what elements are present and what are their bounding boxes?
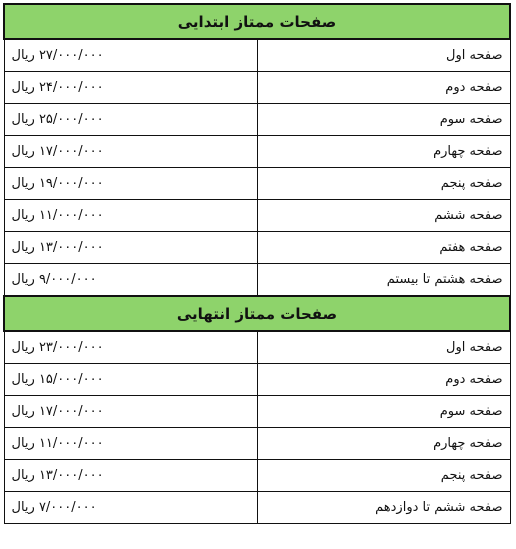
page-price	[4, 331, 257, 364]
price-value: ۲۵/۰۰۰/۰۰۰ ریال	[11, 112, 104, 127]
table-row	[4, 136, 510, 168]
page-price	[4, 428, 257, 460]
section-header-row	[4, 296, 510, 331]
price-value: ۱۷/۰۰۰/۰۰۰ ریال	[11, 404, 104, 419]
price-value: ۱۵/۰۰۰/۰۰۰ ریال	[11, 372, 104, 387]
page-label: صفحه ششم تا دوازدهم	[257, 492, 510, 524]
page-label: صفحه هشتم تا بیستم	[257, 264, 510, 297]
section-title-premium-end: صفحات ممتاز انتهایی	[4, 296, 510, 331]
page-label: صفحه اول	[257, 39, 510, 72]
page-price	[4, 460, 257, 492]
table-row	[4, 396, 510, 428]
price-value: ۲۴/۰۰۰/۰۰۰ ریال	[11, 80, 104, 95]
table-row	[4, 364, 510, 396]
price-value: ۱۱/۰۰۰/۰۰۰ ریال	[11, 208, 104, 223]
price-table-container	[3, 3, 511, 524]
page-label: صفحه چهارم	[257, 428, 510, 460]
page-price	[4, 396, 257, 428]
price-value: ۹/۰۰۰/۰۰۰ ریال	[11, 272, 97, 287]
table-row	[4, 460, 510, 492]
table-row	[4, 72, 510, 104]
table-row	[4, 200, 510, 232]
price-value: ۱۳/۰۰۰/۰۰۰ ریال	[11, 240, 104, 255]
section-header-row	[4, 4, 510, 39]
page-label: صفحه پنجم	[257, 168, 510, 200]
page-price	[4, 232, 257, 264]
page-label: صفحه دوم	[257, 72, 510, 104]
premium-pages-price-table	[3, 3, 511, 524]
table-row	[4, 232, 510, 264]
table-row	[4, 264, 510, 297]
page-price	[4, 104, 257, 136]
section-title-premium-start: صفحات ممتاز ابتدایی	[4, 4, 510, 39]
price-value: ۲۷/۰۰۰/۰۰۰ ریال	[11, 48, 104, 63]
table-row	[4, 331, 510, 364]
page-label: صفحه پنجم	[257, 460, 510, 492]
price-value: ۱۱/۰۰۰/۰۰۰ ریال	[11, 436, 104, 451]
table-row	[4, 104, 510, 136]
price-value: ۱۷/۰۰۰/۰۰۰ ریال	[11, 144, 104, 159]
page-label: صفحه هفتم	[257, 232, 510, 264]
page-label: صفحه سوم	[257, 104, 510, 136]
page-price	[4, 136, 257, 168]
page-price	[4, 168, 257, 200]
page-label: صفحه سوم	[257, 396, 510, 428]
price-value: ۷/۰۰۰/۰۰۰ ریال	[11, 500, 97, 515]
page-label: صفحه ششم	[257, 200, 510, 232]
table-row	[4, 39, 510, 72]
page-price	[4, 72, 257, 104]
page-price	[4, 492, 257, 524]
table-row	[4, 428, 510, 460]
page-price	[4, 264, 257, 297]
page-label: صفحه اول	[257, 331, 510, 364]
price-value: ۱۹/۰۰۰/۰۰۰ ریال	[11, 176, 104, 191]
page-label: صفحه چهارم	[257, 136, 510, 168]
page-price	[4, 200, 257, 232]
table-row	[4, 492, 510, 524]
price-value: ۱۳/۰۰۰/۰۰۰ ریال	[11, 468, 104, 483]
table-row	[4, 168, 510, 200]
price-value: ۲۳/۰۰۰/۰۰۰ ریال	[11, 340, 104, 355]
page-price	[4, 39, 257, 72]
page-price	[4, 364, 257, 396]
page-label: صفحه دوم	[257, 364, 510, 396]
